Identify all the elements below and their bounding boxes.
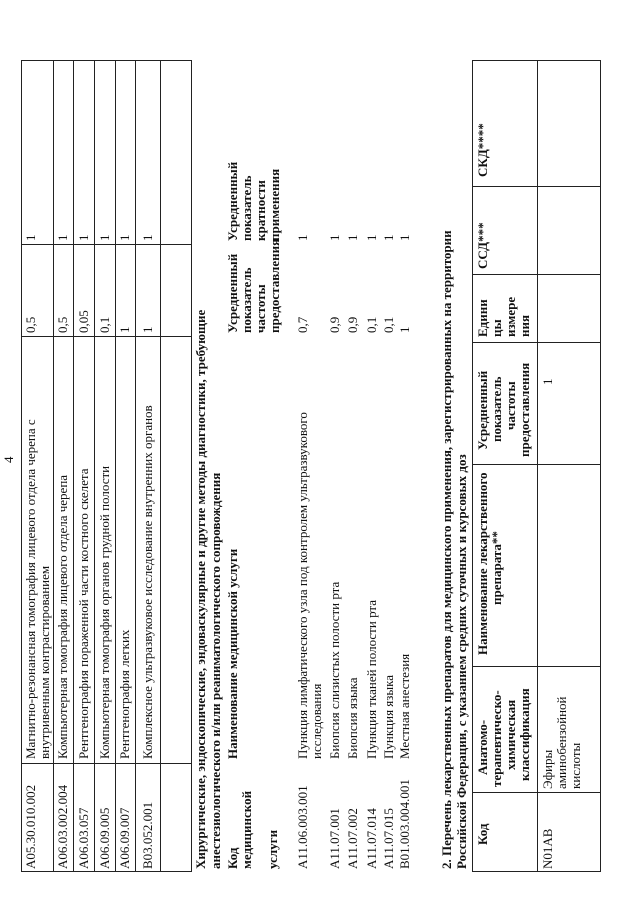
column-header-frequency: частоты: [503, 381, 518, 430]
frequency-value: 0,5: [23, 316, 38, 333]
column-header-service-name: Наименование медицинской услуги: [225, 548, 240, 759]
column-header-units: Едини: [475, 299, 490, 337]
column-header-drug-name: препарата**: [489, 531, 504, 605]
column-header-multiplicity: показатель: [239, 175, 254, 241]
frequency-value: 0,7: [295, 316, 310, 333]
service-code: A11.06.003.001: [295, 785, 310, 869]
service-name: Компьютерная томография органов грудной полости: [97, 465, 112, 759]
frequency-value: 0,1: [364, 316, 379, 333]
column-header-frequency: показатель: [239, 267, 254, 333]
column-header-frequency: предоставления: [267, 238, 282, 333]
multiplicity-value: 1: [117, 234, 132, 241]
multiplicity-value: 1: [23, 234, 38, 241]
atc-class: кислоты: [568, 742, 583, 789]
frequency-value: 0,9: [327, 316, 342, 333]
service-code: B03.052.001: [140, 801, 155, 869]
service-name: Пункция тканей полости рта: [364, 599, 379, 759]
section-title: анестезиологического и/или реаниматологического сопровождения: [208, 472, 223, 869]
service-name: Магнитно-резонансная томография лицевого отдела черепа с: [23, 419, 38, 759]
frequency-value: 0,05: [76, 310, 91, 333]
frequency-value: 1: [140, 326, 155, 333]
service-code: A11.07.001: [327, 808, 342, 869]
page-number: 4: [1, 456, 16, 463]
section-title: Российской Федерации, с указанием средних суточных и курсовых доз: [454, 454, 469, 869]
atc-class: Эфиры: [540, 749, 555, 789]
column-header-multiplicity: применения: [267, 168, 282, 241]
frequency-value: 1: [117, 326, 132, 333]
service-name: Биопсия языка: [345, 677, 360, 759]
multiplicity-value: 1: [295, 234, 310, 241]
frequency-value: 0,5: [55, 316, 70, 333]
service-name: исследования: [309, 683, 324, 759]
multiplicity-value: 1: [55, 234, 70, 241]
section-title: 2. Перечень лекарственных препаратов для медицинского применения, зарегистрированных на территории: [439, 230, 454, 869]
service-name: Компьютерная томография лицевого отдела черепа: [55, 474, 70, 759]
section-title: Хирургические, эндоскопические, эндоваскулярные и другие методы диагностики, требующие: [193, 309, 208, 869]
column-header-code: Код: [475, 823, 490, 845]
column-header-ssd: ССД***: [475, 222, 490, 269]
service-code: A06.03.057: [76, 807, 91, 869]
service-code: A06.09.005: [97, 807, 112, 869]
service-code: A06.03.002.004: [55, 784, 70, 869]
column-header-frequency: Усредненный: [225, 253, 240, 333]
column-header-multiplicity: Усредненный: [225, 161, 240, 241]
multiplicity-value: 1: [345, 234, 360, 241]
column-header-atc: классификация: [517, 688, 532, 781]
multiplicity-value: 1: [327, 234, 342, 241]
multiplicity-value: 1: [381, 234, 396, 241]
multiplicity-value: 1: [364, 234, 379, 241]
frequency-value: 1: [397, 326, 412, 333]
column-header-skd: СКД****: [475, 123, 490, 177]
column-header-drug-name: Наименование лекарственного: [475, 472, 490, 655]
service-name: Рентгенография легких: [117, 629, 132, 759]
multiplicity-value: 1: [140, 234, 155, 241]
service-name: Местная анестезия: [397, 653, 412, 759]
service-name: Пункция лимфатического узла под контролем ультразвукового: [295, 412, 310, 759]
service-name: Комплексное ультразвуковое исследование внутренних органов: [140, 405, 155, 759]
column-header-units: ния: [517, 314, 532, 337]
column-header-multiplicity: кратности: [253, 180, 268, 241]
atc-class: аминобензойной: [554, 696, 569, 789]
multiplicity-value: 1: [76, 234, 91, 241]
frequency-value: 0,9: [345, 316, 360, 333]
multiplicity-value: 1: [97, 234, 112, 241]
drug-code: N01AB: [540, 828, 555, 869]
service-name: Биопсия слизистых полости рта: [327, 581, 342, 759]
column-header-units: измере: [503, 296, 518, 337]
column-header-atc: Анатомо-: [475, 719, 490, 775]
service-code: A11.07.015: [381, 808, 396, 869]
frequency-value: 0,1: [381, 316, 396, 333]
service-code: A05.30.010.002: [23, 784, 38, 869]
column-header-code: услуги: [265, 829, 280, 869]
column-header-units: цы: [489, 319, 504, 337]
frequency-value: 1: [540, 378, 555, 385]
column-header-frequency: предоставления: [517, 362, 532, 457]
service-code: A06.09.007: [117, 807, 132, 869]
column-header-atc: химическая: [503, 699, 518, 770]
service-code: A11.07.014: [364, 808, 379, 869]
multiplicity-value: 1: [397, 234, 412, 241]
column-header-frequency: частоты: [253, 284, 268, 333]
column-header-frequency: показатель: [489, 376, 504, 442]
column-header-atc: терапевтическо-: [489, 690, 504, 787]
service-code: A11.07.002: [345, 808, 360, 869]
column-header-frequency: Усредненный: [475, 370, 490, 450]
service-name: внутривенным контрастированием: [37, 565, 52, 759]
frequency-value: 0,1: [97, 316, 112, 333]
service-code: B01.003.004.001: [397, 779, 412, 869]
column-header-code: медицинской: [239, 790, 254, 869]
service-name: Пункция языка: [381, 674, 396, 759]
service-name: Рентгенография пораженной части костного скелета: [76, 468, 91, 759]
column-header-code: Код: [225, 847, 240, 869]
